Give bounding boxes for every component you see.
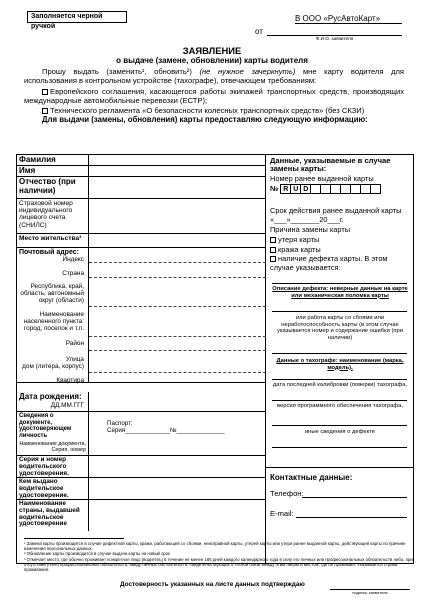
license-issuer-field[interactable] [89, 478, 266, 499]
tacho-field-1[interactable] [272, 379, 407, 380]
residence-row[interactable] [17, 234, 266, 248]
license-number-field[interactable] [89, 456, 266, 477]
applicant-from-label: от [255, 27, 263, 36]
estr-checkbox[interactable] [42, 89, 48, 95]
name-label: Имя [17, 166, 89, 176]
patronymic-field[interactable] [89, 177, 266, 198]
postal-address-fields[interactable] [89, 248, 266, 382]
license-number-label: Серия и номер водительского удостоверения. [17, 456, 89, 477]
tacho-desc-text: Данные о тахографе: наименование (марка, модель), [276, 358, 404, 371]
id-document-label-col [17, 412, 89, 455]
other-defect-label: иные сведения о дефекте [304, 429, 376, 435]
option-tech-regulation[interactable]: Технического регламента «О безопасности колесных транспортных средств» (без СКЗИ) [24, 106, 404, 115]
tacho-desc [270, 358, 410, 371]
reason-stolen[interactable]: кража карты [270, 245, 410, 254]
postal-address-label: Почтовый адрес: [19, 249, 79, 256]
phone-label: Телефон: [270, 489, 304, 498]
confirmation-text: Достоверность указанных на листе данных подтверждаю [120, 581, 305, 588]
surname-label: Фамилия [17, 155, 89, 165]
house-label: дом (литера, корпус) [22, 363, 84, 370]
applicant-name-hint: Ф.И.О. заявителя [315, 36, 354, 41]
handwrite-note: Заполняется черной ручкой [27, 11, 127, 23]
software-label: версия программного обеспечения тахографа, [277, 403, 403, 409]
replacement-heading: Данные, указываемые в случае замены карты: [270, 156, 391, 174]
district-label: Район [65, 340, 84, 347]
patronymic-label: Отчество (при наличии) [17, 177, 89, 198]
page-subtitle: о выдаче (замене, обновлении) карты водителя [116, 56, 308, 65]
card-prefix-r: R [280, 184, 291, 194]
postal-address-block [17, 248, 266, 383]
issuing-country-field[interactable] [89, 500, 266, 531]
footnotes [24, 541, 416, 572]
birthdate-row[interactable] [17, 392, 266, 412]
locality-label: Наименование населенного пункта: город, поселок и т.п. [23, 311, 84, 332]
reason-lost[interactable]: утеря карты [270, 235, 410, 244]
reason-heading: Причина замены карты [270, 225, 351, 234]
residence-field[interactable] [89, 234, 266, 247]
page-title: ЗАЯВЛЕНИЕ [182, 45, 242, 56]
info-heading: Для выдачи (замены, обновления) карты предоставляю следующую информацию: [42, 115, 368, 124]
phone-field[interactable] [302, 497, 407, 498]
calibration-label: дата последней калибровки (поверки) тахографа, [272, 382, 408, 388]
country-label: Страна [62, 270, 84, 277]
issuing-country-row[interactable] [17, 500, 266, 531]
other-defect-field[interactable] [272, 447, 407, 448]
id-document-row[interactable] [17, 412, 266, 456]
id-document-sublabel: Наименование документа, Серия, номер [19, 441, 86, 454]
snils-label: Страховой номер индивидуального лицевого счета (СНИЛС) [17, 199, 89, 233]
defect-desc [270, 286, 410, 299]
snils-field[interactable] [89, 199, 266, 233]
defect-desc-text: Описание дефекта: неверные данные на карте или механическая поломка карты [272, 286, 408, 299]
stolen-checkbox[interactable] [270, 247, 276, 253]
tacho-field-2[interactable] [272, 400, 407, 401]
contact-heading: Контактные данные: [270, 473, 353, 482]
replacement-column [266, 155, 413, 563]
name-field[interactable] [89, 166, 266, 176]
recipient-line: В ООО «РусАвтоКарт» [295, 14, 381, 23]
birthdate-field[interactable] [89, 392, 266, 411]
surname-row[interactable] [17, 155, 266, 166]
flat-label: Квартира [56, 377, 84, 384]
defect-desc-2: или работа карты со сбоями или неработоспособность карты (в этом случае указывается номер и содержание ошибки (при наличии) [277, 315, 403, 341]
application-form [16, 154, 414, 564]
contact-divider [266, 467, 413, 468]
tacho-field-3[interactable] [272, 425, 407, 426]
footnote-2: ² Обновление карты производится в случае выдачи карты на новый срок [24, 551, 170, 557]
id-document-field[interactable] [89, 412, 266, 455]
footnote-3: ³ Отмечает место, где обычно проживает конкретное лицо (водитель) в течение не менее 185 дней каждого календарного года в силу его личных или профессиональных обязательств либо, при отсутствии у него профессиональных обязательств, ввиду личных обстоятельств, свидетельствующих о тесной связи между этим лицом и местом, где он проживает. Указывается страна проживания. [24, 556, 413, 573]
email-field[interactable] [296, 517, 407, 518]
email-label: E-mail: [270, 509, 294, 518]
postal-address-label-col [17, 248, 89, 382]
name-row[interactable] [17, 166, 266, 177]
passport-series-number[interactable]: Серия_____________№______________ [107, 427, 225, 434]
region-label: Республика, край, область, автономный округ (области) [20, 283, 84, 304]
id-document-label: Сведения о документе, удостоверяющем личность [19, 413, 72, 439]
intro-text: Прошу выдать (заменить¹, обновить²) (не нужное зачеркнуть) мне карту водителя для использования в контрольном устройстве (тахографе), отвечающем требованиям: [24, 67, 405, 86]
tech-regulation-checkbox[interactable] [42, 108, 48, 114]
patronymic-row[interactable] [17, 177, 266, 199]
option-estr[interactable]: Европейского соглашения, касающегося работы экипажей транспортных средств, производящих международные автомобильные перевозки (ЕСТР); [24, 87, 404, 106]
defect-checkbox[interactable] [270, 256, 276, 262]
surname-field[interactable] [89, 155, 266, 165]
birthdate-label: Дата рождения: [19, 392, 82, 401]
defect-field-1[interactable] [272, 283, 407, 284]
street-label: Улица [65, 356, 84, 363]
license-number-row[interactable] [17, 456, 266, 478]
previous-card-number[interactable] [270, 184, 410, 194]
license-issuer-label: Кем выдано водительское удостоверение. [17, 478, 89, 499]
signature-hint: подпись заявителя [352, 590, 388, 595]
license-issuer-row[interactable] [17, 478, 266, 500]
card-prefix-d: D [300, 184, 311, 194]
residence-label: Место жительства³ [17, 234, 89, 247]
reason-defect[interactable]: наличие дефекта карты. В этом случае указывается: [270, 254, 388, 272]
birthdate-format: ДД.ММ.ГГГ [50, 402, 84, 409]
previous-card-label: Номер ранее выданной карты [270, 174, 374, 183]
defect-field-3[interactable] [272, 353, 407, 354]
card-prefix-u: U [290, 184, 301, 194]
index-label: Индекс [62, 256, 84, 263]
footnote-divider [24, 538, 124, 539]
issuing-country-label: Наименование страны, выдавшей водительское удостоверение [17, 500, 89, 531]
lost-checkbox[interactable] [270, 237, 276, 243]
snils-row[interactable] [17, 199, 266, 234]
card-validity[interactable]: Срок действия ранее выданной карты «___»_______20___г. [270, 206, 402, 224]
passport-label: Паспорт: [107, 420, 133, 427]
card-digit[interactable] [370, 184, 381, 194]
personal-data-column [17, 155, 266, 563]
number-sign: № [270, 184, 279, 193]
recipient-underline [295, 23, 402, 24]
birthdate-label-col [17, 392, 89, 411]
footnote-1: ¹ Замена карты производится в случае дефектной карты, кражи, работающей со сбоями, неисправной карты, утерей карты или утери ранее выданной карты, действующей карты по причине изменения персональных данных. [24, 541, 406, 552]
defect-field-2[interactable] [272, 311, 407, 312]
